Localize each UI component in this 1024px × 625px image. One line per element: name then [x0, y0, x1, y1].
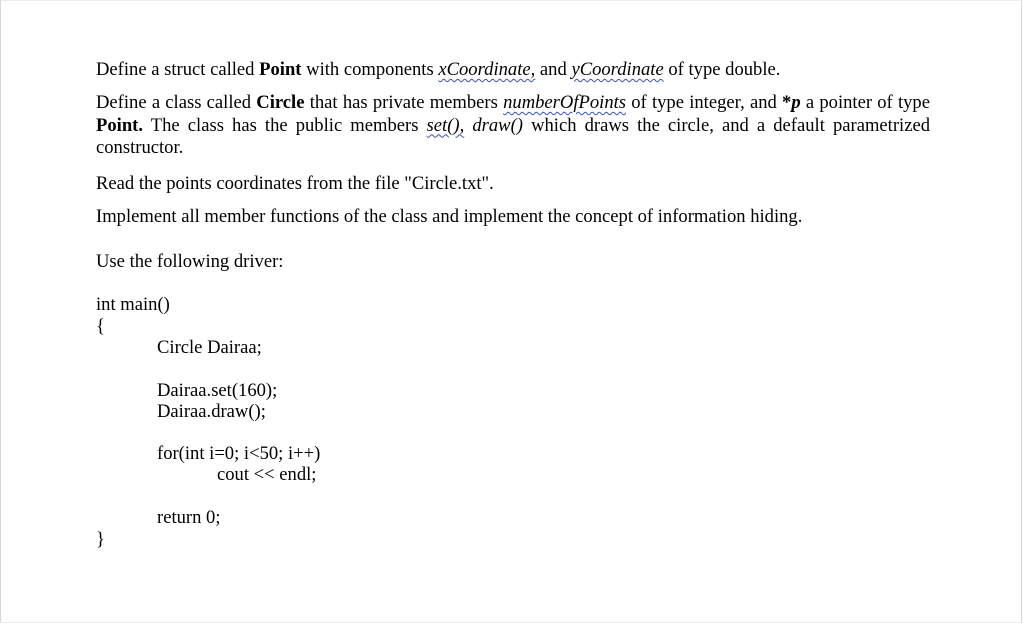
x-coordinate-term: xCoordinate,: [438, 59, 536, 80]
code-line-close-brace: }: [96, 529, 105, 550]
code-line-main: int main(): [96, 294, 170, 315]
paragraph-class-circle: [96, 92, 930, 160]
text-run: Define a struct called: [96, 59, 260, 80]
paragraph-read-file: Read the points coordinates from the file "Circle.txt".: [96, 173, 494, 194]
code-line-return: return 0;: [157, 507, 221, 528]
text-run: a pointer of type: [800, 92, 930, 113]
y-coordinate-term: yCoordinate: [571, 59, 664, 80]
code-line-set-call: Dairaa.set(160);: [157, 380, 278, 401]
paragraph-struct-point: [96, 59, 930, 82]
number-of-points-term: numberOfPoints: [503, 92, 627, 113]
code-line-cout: cout << endl;: [217, 464, 317, 485]
paragraph-use-driver: Use the following driver:: [96, 251, 284, 272]
text-run: that has private members: [304, 92, 504, 113]
paragraph-implement: Implement all member functions of the class and implement the concept of information hiding.: [96, 206, 803, 227]
code-line-for-loop: for(int i=0; i<50; i++): [157, 443, 321, 464]
set-method-term: set(),: [426, 114, 465, 136]
code-line-declare-circle: Circle Dairaa;: [157, 337, 262, 358]
text-run: of type double.: [663, 59, 781, 80]
pointer-p-term: p: [791, 92, 801, 113]
bold-asterisk: *: [782, 92, 792, 113]
code-line-open-brace: {: [96, 316, 105, 337]
text-run: which draws the circle, and a default parametrized constructor.: [96, 114, 930, 158]
text-run: Define a class called: [96, 92, 257, 113]
text-run: of type integer, and: [626, 92, 783, 113]
bold-circle: Circle: [256, 92, 305, 113]
code-line-draw-call: Dairaa.draw();: [157, 401, 266, 422]
text-run: with components: [301, 59, 439, 80]
draw-method-term: draw(): [472, 114, 523, 136]
text-run: and: [535, 59, 572, 80]
bold-point-type: Point.: [96, 114, 144, 136]
text-run: The class has the public members: [143, 114, 427, 136]
bold-point: Point: [259, 59, 302, 80]
